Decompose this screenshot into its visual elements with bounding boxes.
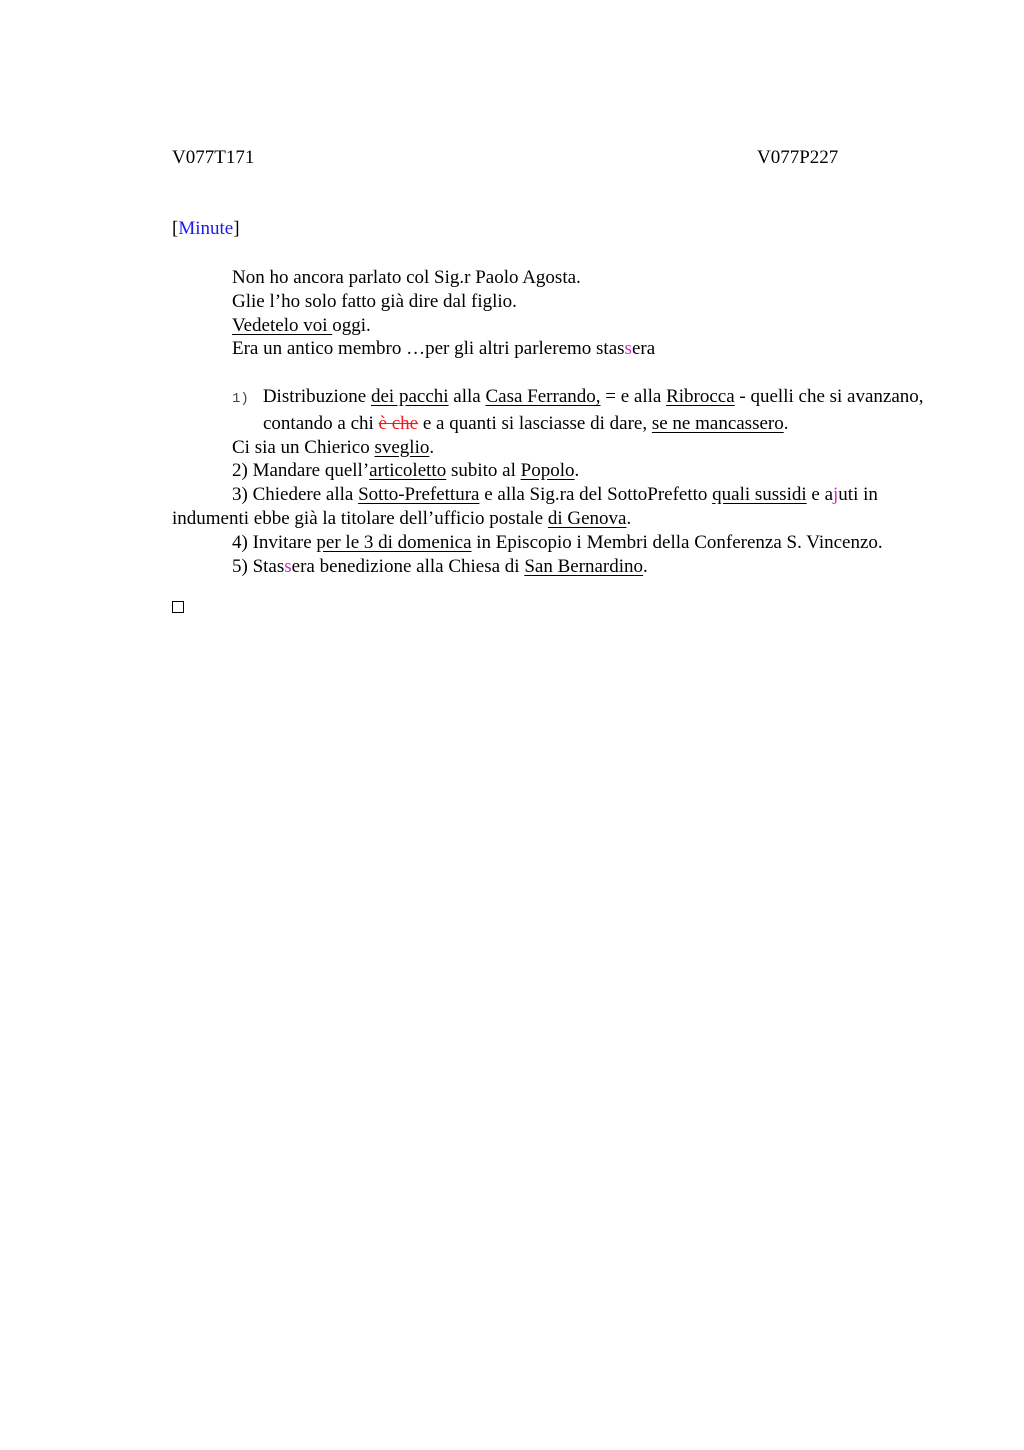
text-span: alla: [448, 386, 486, 407]
text-span: era: [631, 338, 656, 360]
list-item-4: [172, 531, 932, 555]
text-span: e alla Sig.ra del SottoPrefetto: [479, 484, 713, 506]
underlined-text: Casa Ferrando,: [485, 386, 601, 407]
underlined-text: dei pacchi: [371, 386, 449, 407]
text-span: subito al: [446, 460, 521, 482]
inserted-letter: s: [624, 338, 632, 360]
text-span: 2) Mandare quell’: [232, 460, 370, 482]
underlined-text: quali sussidi: [712, 484, 807, 506]
text-span: Era un antico membro …per gli altri parleremo stas: [232, 338, 625, 360]
list-number: 1): [232, 391, 249, 407]
deleted-text: è che: [378, 412, 419, 434]
intro-line: [172, 337, 932, 361]
text-span: .: [429, 436, 435, 458]
underlined-text: Ribrocca: [666, 386, 735, 407]
text-span: 4) Invitare: [232, 531, 317, 553]
text-span: e a quanti si lasciasse di dare,: [418, 412, 652, 434]
text-span: Ci sia un Chierico: [232, 436, 375, 458]
text-span: - quelli che si avanzano, contando a chi: [263, 386, 924, 434]
underlined-text: Vedetelo voi: [232, 314, 333, 336]
intro-line: [172, 314, 932, 338]
text-span: e a: [806, 484, 834, 506]
underlined-text: se ne mancassero: [651, 412, 784, 434]
underlined-text: di Genova: [547, 507, 627, 529]
list-item-3: [172, 483, 932, 531]
bracket-close: ]: [233, 218, 240, 239]
intro-line: Non ho ancora parlato col Sig.r Paolo Agosta.: [232, 267, 581, 288]
text-span: uti in indumenti ebbe già la titolare dell’ufficio postale: [172, 484, 878, 529]
numbered-list: [172, 385, 932, 578]
list-item-5: [172, 555, 932, 579]
text-span: 3) Chiedere alla: [232, 484, 359, 506]
inserted-letter: j: [833, 484, 839, 506]
list-item-2: [172, 459, 932, 483]
text-span: .: [643, 555, 648, 577]
underlined-text: Popolo: [520, 460, 575, 482]
text-span: .: [626, 507, 632, 529]
text-span: era benedizione alla Chiesa di: [291, 555, 525, 577]
text-span: 5) Stas: [232, 555, 285, 577]
text-span: in Episcopio i Membri della Conferenza S. Vincenzo.: [471, 531, 883, 553]
text-span: .: [783, 412, 789, 434]
list-item-1: [172, 385, 932, 436]
document-id-left: V077T171: [172, 147, 255, 168]
intro-notes: [172, 266, 932, 361]
document-id-right: V077P227: [757, 147, 839, 168]
underlined-text: Sotto-Prefettura: [358, 484, 480, 506]
text-span: .: [574, 460, 580, 482]
inserted-letter: s: [284, 555, 292, 577]
intro-line: Glie l’ho solo fatto già dire dal figlio.: [232, 290, 517, 312]
underlined-text: sveglio: [374, 436, 430, 458]
list-note-chierico: [172, 436, 932, 460]
text-span: oggi.: [332, 314, 371, 336]
end-box-icon: [172, 601, 184, 613]
text-span: Distribuzione: [262, 386, 371, 407]
underlined-text: San Bernardino: [524, 555, 644, 577]
section-label: Minute: [178, 218, 234, 239]
bracket-open: [: [172, 218, 179, 239]
text-span: = e alla: [600, 386, 667, 407]
underlined-text: articoletto: [369, 460, 447, 482]
section-heading: [172, 218, 240, 240]
underlined-text: per le 3 di domenica: [316, 531, 472, 553]
